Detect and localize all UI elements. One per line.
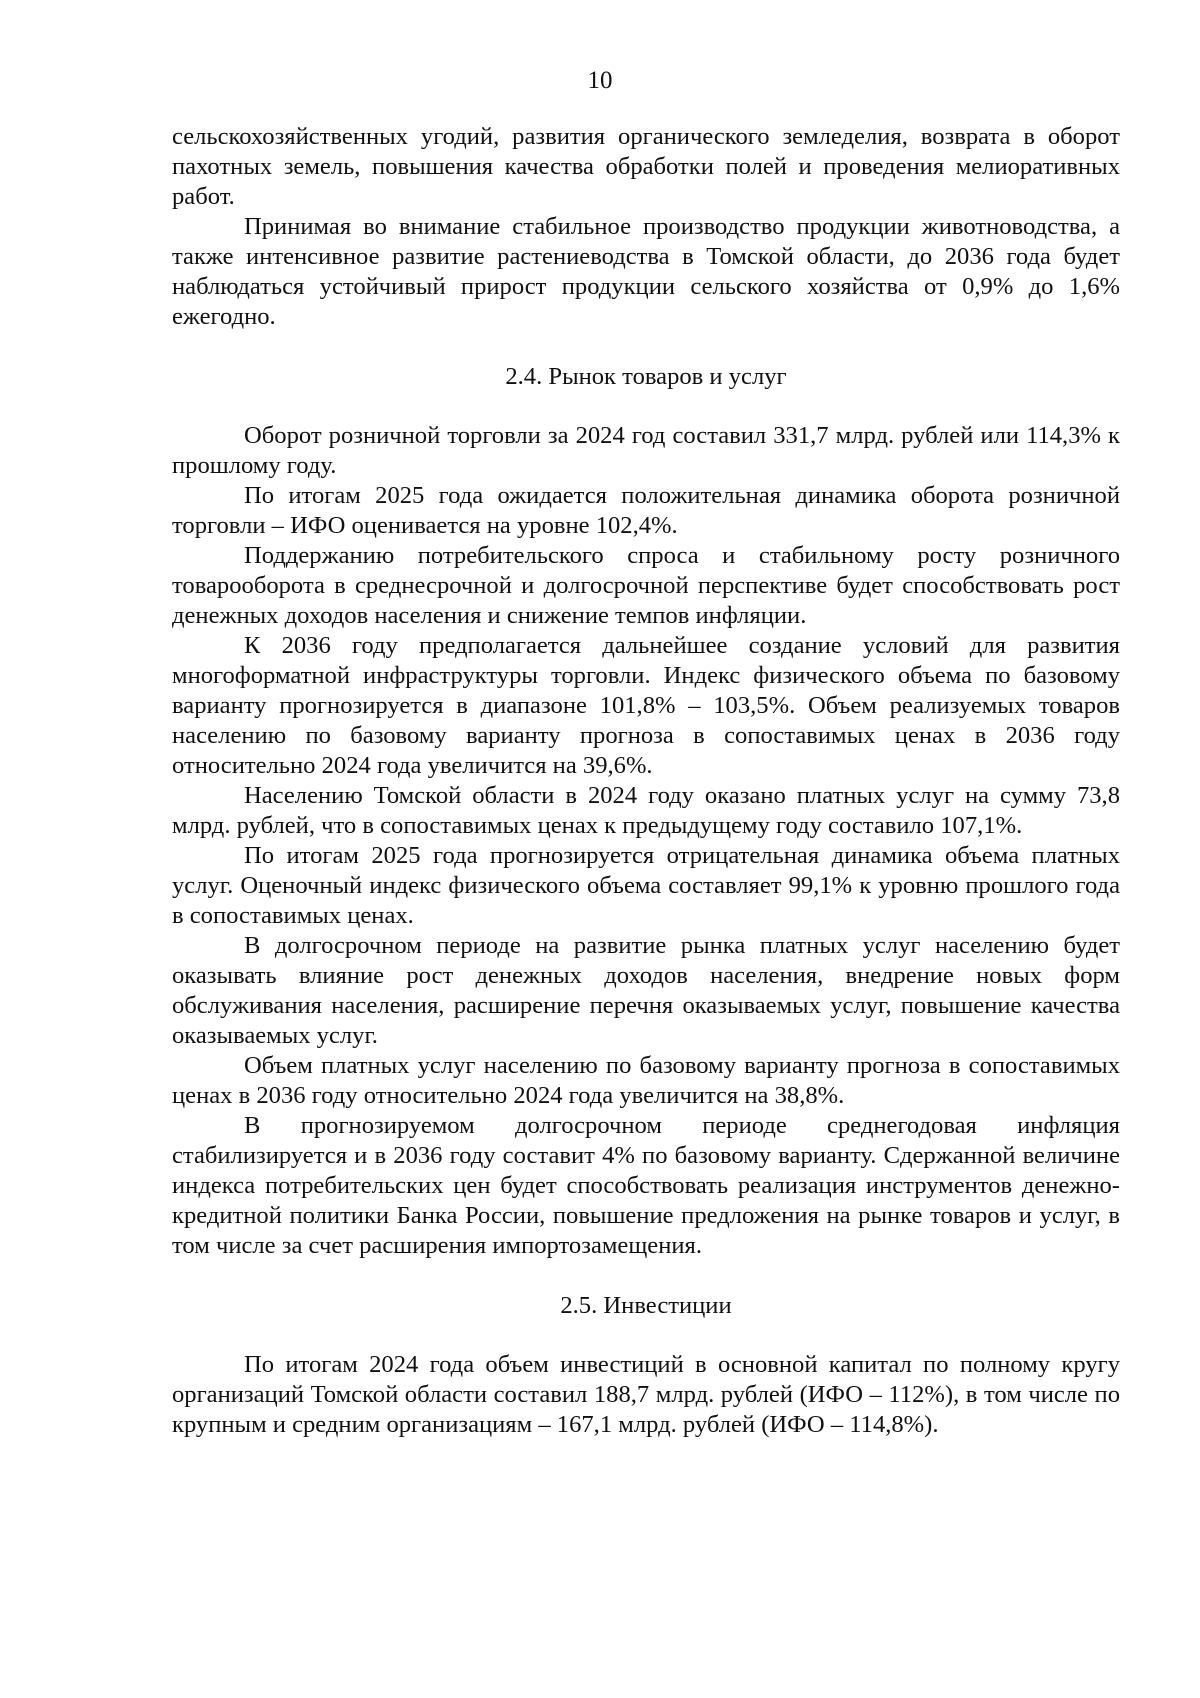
document-body xyxy=(172,122,1120,1440)
paragraph-consumer-demand: Поддержанию потребительского спроса и стабильному росту розничного товарооборота в среднесрочной и долгосрочной перспективе будет способствовать рост денежных доходов населения и снижение темпов инфляции. xyxy=(172,542,1120,629)
paragraph-agriculture-growth: Принимая во внимание стабильное производство продукции животноводства, а также интенсивное развитие растениеводства в Томской области, до 2036 года будет наблюдаться устойчивый прирост продукции сельского хозяйства от 0,9% до 1,6% ежегодно. xyxy=(172,213,1120,330)
paragraph-paid-services-2024: Населению Томской области в 2024 году оказано платных услуг на сумму 73,8 млрд. рублей, что в сопоставимых ценах к предыдущему году составило 107,1%. xyxy=(172,782,1120,839)
paragraph-paid-services-longterm: В долгосрочном периоде на развитие рынка платных услуг населению будет оказывать влияние рост денежных доходов населения, внедрение новых форм обслуживания населения, расширение перечня оказываемых услуг, повышение качества оказываемых услуг. xyxy=(172,932,1120,1049)
paragraph-retail-2036: К 2036 году предполагается дальнейшее создание условий для развития многоформатной инфраструктуры торговли. Индекс физического объема по базовому варианту прогнозируется в диапазоне 101,8% – 103,5%. Объем реализуемых товаров населению по базовому варианту прогноза в сопоставимых ценах в 2036 году относительно 2024 года увеличится на 39,6%. xyxy=(172,632,1120,779)
paragraph-retail-turnover-2024: Оборот розничной торговли за 2024 год составил 331,7 млрд. рублей или 114,3% к прошлому году. xyxy=(172,422,1120,479)
section-title-2-5: 2.5. Инвестиции xyxy=(560,1292,732,1319)
paragraph-investments-2024: По итогам 2024 года объем инвестиций в основной капитал по полному кругу организаций Томской области составил 188,7 млрд. рублей (ИФО – 112%), в том числе по крупным и средним организациям – 167,1 млрд. рублей (ИФО – 114,8%). xyxy=(172,1351,1120,1438)
paragraph-inflation: В прогнозируемом долгосрочном периоде среднегодовая инфляция стабилизируется и в 2036 году составит 4% по базовому варианту. Сдержанной величине индекса потребительских цен будет способствовать реализация инструментов денежно-кредитной политики Банка России, повышение предложения на рынке товаров и услуг, в том числе за счет расширения импортозамещения. xyxy=(172,1112,1120,1259)
paragraph-intro-continuation: сельскохозяйственных угодий, развития органического земледелия, возврата в оборот пахотных земель, повышения качества обработки полей и проведения мелиоративных работ. xyxy=(172,123,1120,210)
section-title-2-4: 2.4. Рынок товаров и услуг xyxy=(505,363,787,390)
paragraph-paid-services-2036: Объем платных услуг населению по базовому варианту прогноза в сопоставимых ценах в 2036 году относительно 2024 года увеличится на 38,8%. xyxy=(172,1052,1120,1109)
page-number: 10 xyxy=(587,67,613,94)
paragraph-paid-services-2025: По итогам 2025 года прогнозируется отрицательная динамика объема платных услуг. Оценочный индекс физического объема составляет 99,1% к уровню прошлого года в сопоставимых ценах. xyxy=(172,842,1120,929)
paragraph-retail-2025: По итогам 2025 года ожидается положительная динамика оборота розничной торговли – ИФО оценивается на уровне 102,4%. xyxy=(172,482,1120,539)
